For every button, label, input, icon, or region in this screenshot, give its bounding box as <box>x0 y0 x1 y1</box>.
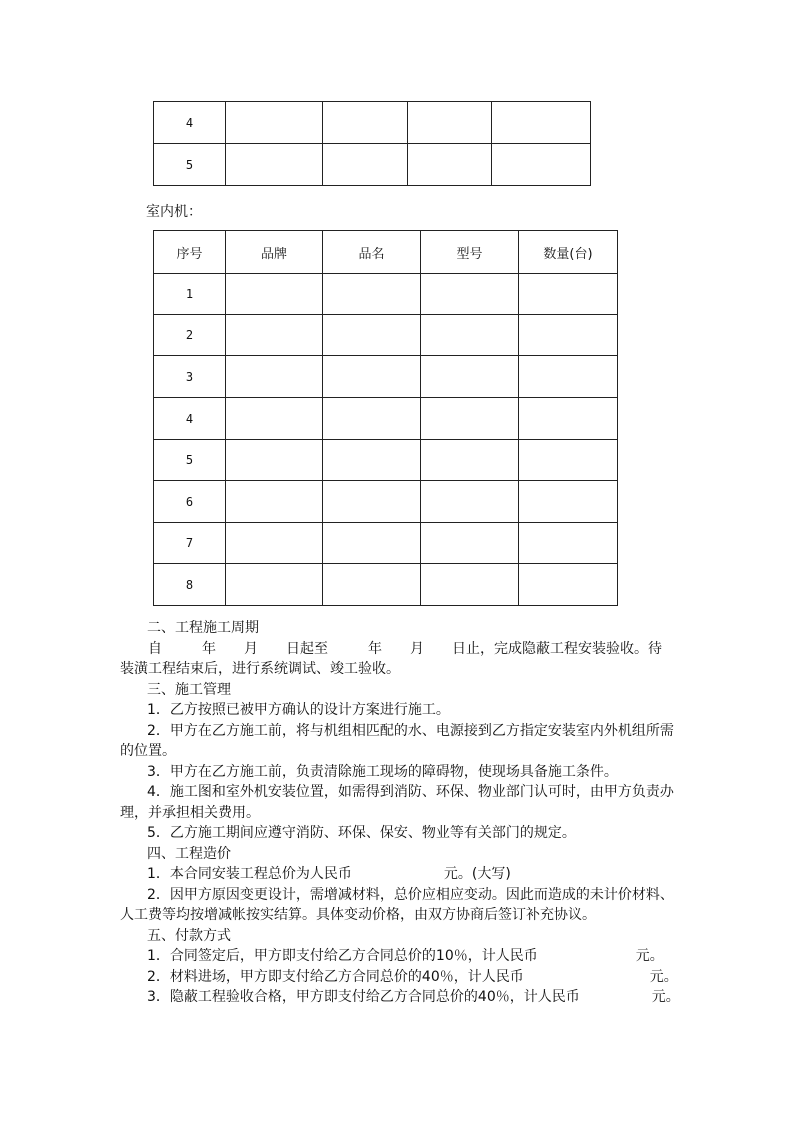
brand-cell <box>226 481 323 523</box>
header-sequence: 序号 <box>154 231 226 274</box>
section-2-line-1 <box>120 639 680 660</box>
payment-text: 1．合同签定后，甲方即支付给乙方合同总价的10％，计人民币 <box>147 948 538 964</box>
model-cell <box>421 481 519 523</box>
text-from: 自 <box>148 640 162 657</box>
model-cell <box>421 274 519 315</box>
payment-text: 3．隐蔽工程验收合格，甲方即支付给乙方合同总价的40％，计人民币 <box>147 989 580 1005</box>
product-name-cell <box>323 481 421 523</box>
section-3-item-3: 3．甲方在乙方施工前，负责清除施工现场的障碍物，使现场具备施工条件。 <box>147 763 618 780</box>
section-4-item-2: 2．因甲方原因变更设计，需增减材料，总价应相应变动。因此而造成的未计价材料、 <box>147 886 674 903</box>
text-year: 年 <box>202 640 216 657</box>
table-row <box>154 356 618 398</box>
text-month: 月 <box>410 640 424 657</box>
quantity-cell <box>492 144 591 186</box>
quantity-cell <box>519 274 618 315</box>
section-4-title: 四、工程造价 <box>147 845 231 862</box>
brand-cell <box>226 274 323 315</box>
text-day-start: 日起至 <box>286 640 328 657</box>
indoor-table <box>153 230 618 606</box>
yuan-text: 元。(大写) <box>443 866 511 882</box>
quantity-cell <box>519 440 618 481</box>
row-number: 5 <box>154 144 226 186</box>
outdoor-table <box>153 101 591 186</box>
indoor-unit-label: 室内机： <box>146 204 202 220</box>
section-5-item-1 <box>120 946 680 967</box>
model-cell <box>421 356 519 398</box>
table-row <box>154 523 618 564</box>
product-name-cell <box>323 440 421 481</box>
table-row <box>154 440 618 481</box>
row-number: 4 <box>154 398 226 440</box>
product-name-cell <box>323 523 421 564</box>
section-3-item-2-cont: 的位置。 <box>120 743 176 759</box>
brand-cell <box>226 356 323 398</box>
product-name-cell <box>323 274 421 315</box>
table-row <box>154 102 591 144</box>
yuan-text: 元。 <box>651 989 680 1005</box>
section-4-item-2-cont: 人工费等均按增减帐按实结算。具体变动价格，由双方协商后签订补充协议。 <box>120 907 596 923</box>
product-name-cell <box>323 315 421 356</box>
brand-cell <box>226 144 323 186</box>
section-3-item-1: 1．乙方按照已被甲方确认的设计方案进行施工。 <box>147 702 450 718</box>
text-month: 月 <box>244 640 258 657</box>
table-row <box>154 481 618 523</box>
product-name-cell <box>323 398 421 440</box>
yuan-text: 元。 <box>649 968 678 985</box>
brand-cell <box>226 315 323 356</box>
section-3-item-5: 5．乙方施工期间应遵守消防、环保、保安、物业等有关部门的规定。 <box>147 825 576 841</box>
table-row <box>154 144 591 186</box>
product-name-cell <box>323 102 408 144</box>
table-row <box>154 564 618 606</box>
total-price-text: 1．本合同安装工程总价为人民币 <box>147 866 352 882</box>
header-brand: 品牌 <box>226 231 323 274</box>
brand-cell <box>226 440 323 481</box>
model-cell <box>421 564 519 606</box>
text-year: 年 <box>368 640 382 657</box>
quantity-cell <box>519 398 618 440</box>
header-model: 型号 <box>421 231 519 274</box>
section-2-title: 二、工程施工周期 <box>147 620 259 636</box>
payment-text: 2．材料进场，甲方即支付给乙方合同总价的40％，计人民币 <box>147 968 524 985</box>
quantity-cell <box>519 315 618 356</box>
table-header-row <box>154 231 618 274</box>
model-cell <box>408 102 492 144</box>
section-5-item-3 <box>120 987 680 1008</box>
row-number: 6 <box>154 481 226 523</box>
product-name-cell <box>323 144 408 186</box>
header-quantity: 数量(台) <box>519 231 618 274</box>
quantity-cell <box>519 481 618 523</box>
row-number: 7 <box>154 523 226 564</box>
section-2-line-2: 装潢工程结束后，进行系统调试、竣工验收。 <box>120 661 400 677</box>
row-number: 5 <box>154 440 226 481</box>
quantity-cell <box>492 102 591 144</box>
row-number: 1 <box>154 274 226 315</box>
model-cell <box>421 315 519 356</box>
product-name-cell <box>323 564 421 606</box>
row-number: 2 <box>154 315 226 356</box>
section-4-item-1 <box>120 864 680 885</box>
brand-cell <box>226 398 323 440</box>
quantity-cell <box>519 356 618 398</box>
brand-cell <box>226 523 323 564</box>
quantity-cell <box>519 564 618 606</box>
text-day-end: 日止，完成隐蔽工程安装验收。待 <box>452 640 662 657</box>
table-row <box>154 398 618 440</box>
row-number: 4 <box>154 102 226 144</box>
model-cell <box>421 440 519 481</box>
brand-cell <box>226 102 323 144</box>
quantity-cell <box>519 523 618 564</box>
product-name-cell <box>323 356 421 398</box>
brand-cell <box>226 564 323 606</box>
section-5-item-2 <box>120 967 680 988</box>
table-row <box>154 315 618 356</box>
section-3-item-4-cont: 理，并承担相关费用。 <box>120 804 260 821</box>
table-row <box>154 274 618 315</box>
section-3-title: 三、施工管理 <box>147 681 231 698</box>
section-3-item-2: 2．甲方在乙方施工前，将与机组相匹配的水、电源接到乙方指定安装室内外机组所需 <box>147 722 674 739</box>
model-cell <box>421 523 519 564</box>
row-number: 8 <box>154 564 226 606</box>
contract-body <box>120 618 680 1008</box>
yuan-text: 元。 <box>635 948 664 964</box>
header-product-name: 品名 <box>323 231 421 274</box>
section-5-title: 五、付款方式 <box>147 927 231 944</box>
model-cell <box>421 398 519 440</box>
model-cell <box>408 144 492 186</box>
row-number: 3 <box>154 356 226 398</box>
section-3-item-4: 4．施工图和室外机安装位置，如需得到消防、环保、物业部门认可时，由甲方负责办 <box>147 784 674 800</box>
